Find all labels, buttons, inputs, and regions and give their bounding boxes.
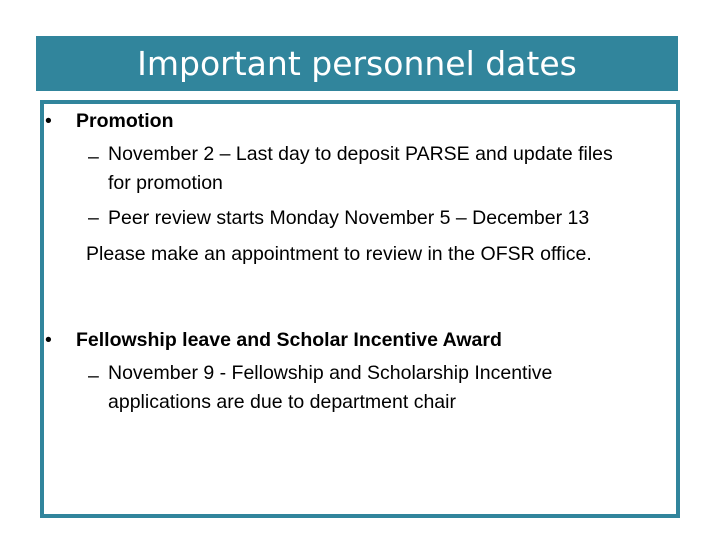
bullet-fellowship: • [45, 329, 52, 351]
bullet-promotion: • [45, 110, 52, 132]
promotion-note: Please make an appointment to review in the OFSR office. [86, 243, 592, 265]
dash-marker: – [88, 146, 99, 168]
dash-marker: – [88, 365, 99, 387]
list-item-promotion-deadline-cont: for promotion [108, 172, 223, 194]
title-bar [36, 36, 678, 91]
list-item-fellowship-deadline-cont: applications are due to department chair [108, 391, 456, 413]
dash-marker: – [88, 207, 99, 229]
section-heading-promotion: Promotion [76, 110, 174, 132]
list-item-peer-review: Peer review starts Monday November 5 – December 13 [108, 207, 590, 229]
section-heading-fellowship: Fellowship leave and Scholar Incentive Award [76, 329, 502, 351]
list-item-promotion-deadline: November 2 – Last day to deposit PARSE and update files [108, 143, 613, 165]
slide-title: Important personnel dates [137, 44, 577, 83]
list-item-fellowship-deadline: November 9 - Fellowship and Scholarship Incentive [108, 362, 553, 384]
